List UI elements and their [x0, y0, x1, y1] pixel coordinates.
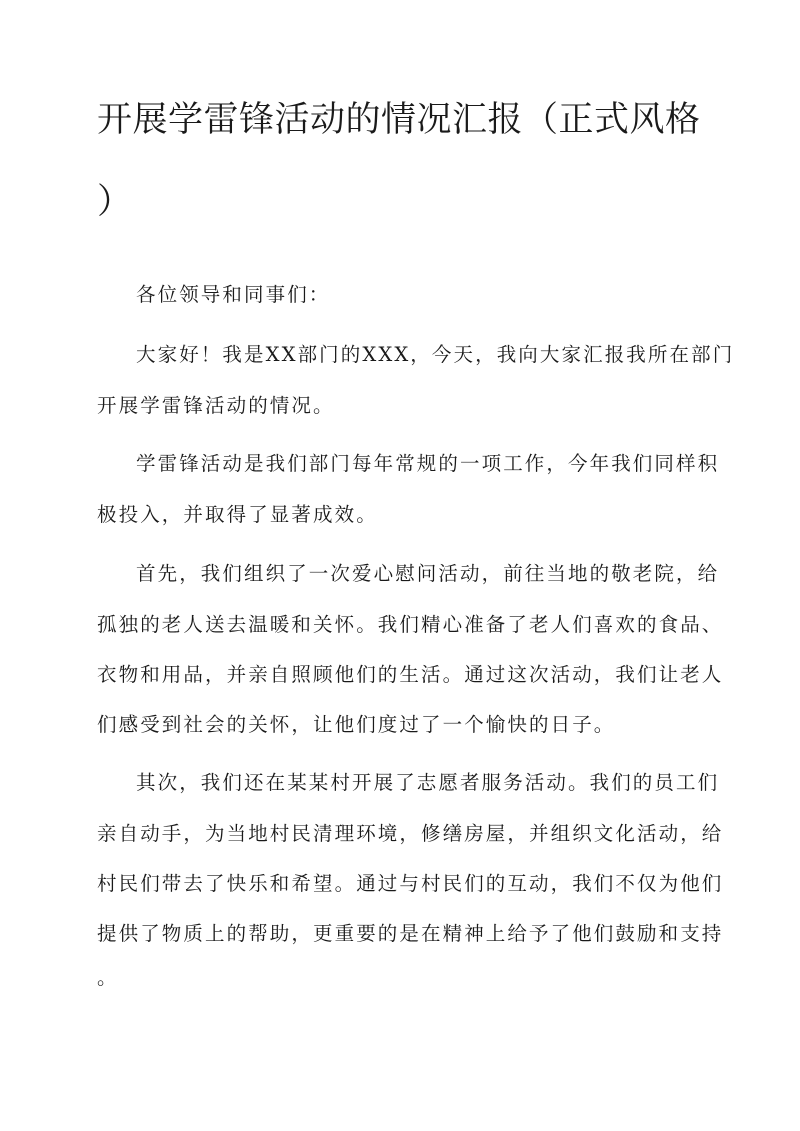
paragraph-3-line-3: 衣物和用品，并亲自照顾他们的生活。通过这次活动，我们让老人 [97, 663, 724, 686]
paragraph-4-line-2: 亲自动手，为当地村民清理环境，修缮房屋，并组织文化活动，给 [97, 822, 724, 845]
paragraph-3-line-1: 首先，我们组织了一次爱心慰问活动，前往当地的敬老院，给 [136, 562, 720, 585]
paragraph-1-line-2: 开展学雷锋活动的情况。 [97, 394, 335, 417]
paragraph-4-line-5: 。 [97, 966, 119, 989]
paragraph-3-line-2: 孤独的老人送去温暖和关怀。我们精心准备了老人们喜欢的食品、 [97, 613, 724, 636]
paragraph-2-line-2: 极投入，并取得了显著成效。 [97, 503, 378, 526]
paragraph-1-line-1: 大家好！我是XX部门的XXX，今天，我向大家汇报我所在部门 [136, 343, 735, 366]
paragraph-4-line-1: 其次，我们还在某某村开展了志愿者服务活动。我们的员工们 [136, 771, 720, 794]
greeting: 各位领导和同事们： [136, 283, 331, 306]
paragraph-4-line-4: 提供了物质上的帮助，更重要的是在精神上给予了他们鼓励和支持 [97, 922, 724, 945]
paragraph-2-line-1: 学雷锋活动是我们部门每年常规的一项工作，今年我们同样积 [136, 452, 720, 475]
document-title-line-2: ） [97, 182, 133, 222]
paragraph-3-line-4: 们感受到社会的关怀，让他们度过了一个愉快的日子。 [97, 713, 616, 736]
paragraph-4-line-3: 村民们带去了快乐和希望。通过与村民们的互动，我们不仅为他们 [97, 872, 724, 895]
document-title-line-1: 开展学雷锋活动的情况汇报（正式风格 [97, 100, 701, 140]
